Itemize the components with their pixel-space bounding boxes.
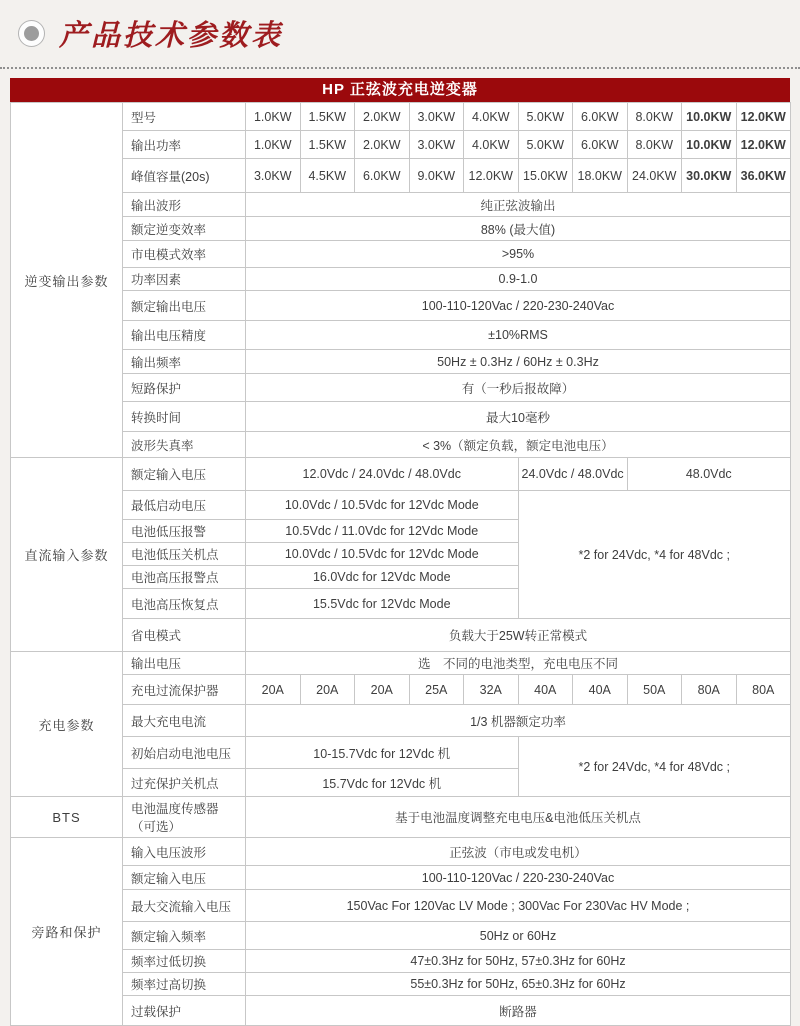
row-label: 过充保护关机点 bbox=[123, 769, 246, 797]
spec-cell: 40A bbox=[573, 675, 628, 705]
row-label: 额定输入电压 bbox=[123, 458, 246, 491]
table-row bbox=[11, 973, 791, 996]
row-label: 额定输入电压 bbox=[123, 866, 246, 890]
table-row bbox=[11, 922, 791, 950]
spec-cell: 12.0KW bbox=[464, 159, 519, 193]
row-label: 最大交流输入电压 bbox=[123, 890, 246, 922]
table-row bbox=[11, 432, 791, 458]
spec-cell: 18.0KW bbox=[573, 159, 628, 193]
spec-value: 55±0.3Hz for 50Hz, 65±0.3Hz for 60Hz bbox=[246, 973, 791, 996]
model-cell: 1.0KW bbox=[246, 103, 301, 131]
spec-value: 48.0Vdc bbox=[627, 458, 791, 491]
row-label: 频率过高切换 bbox=[123, 973, 246, 996]
table-row bbox=[11, 652, 791, 675]
table-row bbox=[11, 890, 791, 922]
spec-cell: 8.0KW bbox=[627, 131, 682, 159]
model-cell: 4.0KW bbox=[464, 103, 519, 131]
row-label: 过载保护 bbox=[123, 996, 246, 1026]
table-row bbox=[11, 217, 791, 241]
row-label: 电池高压报警点 bbox=[123, 566, 246, 589]
row-label: 电池低压关机点 bbox=[123, 543, 246, 566]
row-label: 峰值容量(20s) bbox=[123, 159, 246, 193]
note-cell: *2 for 24Vdc, *4 for 48Vdc ; bbox=[518, 737, 791, 797]
row-label: 最低启动电压 bbox=[123, 491, 246, 520]
spec-cell: 20A bbox=[355, 675, 410, 705]
row-label: 频率过低切换 bbox=[123, 950, 246, 973]
table-row bbox=[11, 950, 791, 973]
spec-cell: 12.0KW bbox=[736, 131, 791, 159]
spec-value: 基于电池温度调整充电电压&电池低压关机点 bbox=[246, 797, 791, 838]
model-cell: 12.0KW bbox=[736, 103, 791, 131]
table-row bbox=[11, 996, 791, 1026]
table-row bbox=[11, 458, 791, 491]
model-cell: 8.0KW bbox=[627, 103, 682, 131]
table-row bbox=[11, 103, 791, 131]
spec-cell: 3.0KW bbox=[246, 159, 301, 193]
table-row bbox=[11, 491, 791, 520]
group-cell-dc-input: 直流输入参数 bbox=[11, 458, 123, 652]
spec-value: 纯正弦波输出 bbox=[246, 193, 791, 217]
model-cell: 1.5KW bbox=[300, 103, 355, 131]
spec-value: 负载大于25W转正常模式 bbox=[246, 619, 791, 652]
row-label: 省电模式 bbox=[123, 619, 246, 652]
table-row bbox=[11, 797, 791, 838]
model-cell: 6.0KW bbox=[573, 103, 628, 131]
table-row bbox=[11, 619, 791, 652]
row-label: 额定输入频率 bbox=[123, 922, 246, 950]
model-cell: 2.0KW bbox=[355, 103, 410, 131]
table-row bbox=[11, 241, 791, 268]
spec-cell: 9.0KW bbox=[409, 159, 464, 193]
spec-cell: 32A bbox=[464, 675, 519, 705]
spec-value: 断路器 bbox=[246, 996, 791, 1026]
table-row bbox=[11, 866, 791, 890]
row-label: 额定逆变效率 bbox=[123, 217, 246, 241]
spec-value: ±10%RMS bbox=[246, 321, 791, 350]
row-label: 输出功率 bbox=[123, 131, 246, 159]
spec-cell: 4.5KW bbox=[300, 159, 355, 193]
spec-value: 15.7Vdc for 12Vdc 机 bbox=[246, 769, 519, 797]
spec-cell: 20A bbox=[246, 675, 301, 705]
spec-cell: 80A bbox=[682, 675, 737, 705]
spec-value: 15.5Vdc for 12Vdc Mode bbox=[246, 589, 519, 619]
table-row bbox=[11, 675, 791, 705]
group-cell-charge: 充电参数 bbox=[11, 652, 123, 797]
group-cell-bts: BTS bbox=[11, 797, 123, 838]
spec-value: 10.5Vdc / 11.0Vdc for 12Vdc Mode bbox=[246, 520, 519, 543]
group-cell-bypass: 旁路和保护 bbox=[11, 838, 123, 1026]
row-label: 额定输出电压 bbox=[123, 291, 246, 321]
spec-cell: 4.0KW bbox=[464, 131, 519, 159]
row-label: 型号 bbox=[123, 103, 246, 131]
spec-cell: 30.0KW bbox=[682, 159, 737, 193]
row-label: 输出频率 bbox=[123, 350, 246, 374]
row-label: 功率因素 bbox=[123, 268, 246, 291]
model-cell: 10.0KW bbox=[682, 103, 737, 131]
row-label: 输出波形 bbox=[123, 193, 246, 217]
table-row bbox=[11, 737, 791, 769]
spec-cell: 3.0KW bbox=[409, 131, 464, 159]
model-cell: 3.0KW bbox=[409, 103, 464, 131]
spec-value: 10-15.7Vdc for 12Vdc 机 bbox=[246, 737, 519, 769]
spec-cell: 5.0KW bbox=[518, 131, 573, 159]
spec-value: 1/3 机器额定功率 bbox=[246, 705, 791, 737]
row-label: 波形失真率 bbox=[123, 432, 246, 458]
table-row bbox=[11, 268, 791, 291]
table-row bbox=[11, 193, 791, 217]
bullet-icon bbox=[18, 20, 45, 47]
bts-label-line1: 电池温度传感器 bbox=[131, 802, 219, 816]
spec-cell: 15.0KW bbox=[518, 159, 573, 193]
spec-value: 正弦波（市电或发电机） bbox=[246, 838, 791, 866]
table-row bbox=[11, 321, 791, 350]
spec-cell: 2.0KW bbox=[355, 131, 410, 159]
spec-value: 选 不同的电池类型，充电电压不同 bbox=[246, 652, 791, 675]
spec-cell: 24.0KW bbox=[627, 159, 682, 193]
row-label: 短路保护 bbox=[123, 374, 246, 402]
spec-cell: 6.0KW bbox=[355, 159, 410, 193]
spec-value: 10.0Vdc / 10.5Vdc for 12Vdc Mode bbox=[246, 543, 519, 566]
table-row bbox=[11, 705, 791, 737]
spec-value: < 3%（额定负载，额定电池电压） bbox=[246, 432, 791, 458]
row-label bbox=[123, 797, 246, 838]
spec-value: 50Hz or 60Hz bbox=[246, 922, 791, 950]
note-cell: *2 for 24Vdc, *4 for 48Vdc ; bbox=[518, 491, 791, 619]
spec-cell: 1.0KW bbox=[246, 131, 301, 159]
spec-value: 24.0Vdc / 48.0Vdc bbox=[518, 458, 627, 491]
spec-value: 10.0Vdc / 10.5Vdc for 12Vdc Mode bbox=[246, 491, 519, 520]
table-title: HP 正弦波充电逆变器 bbox=[10, 78, 790, 102]
spec-value: 88% (最大值) bbox=[246, 217, 791, 241]
row-label: 市电模式效率 bbox=[123, 241, 246, 268]
spec-table bbox=[10, 102, 791, 1026]
row-label: 初始启动电池电压 bbox=[123, 737, 246, 769]
page-title: 产品技术参数表 bbox=[59, 20, 284, 52]
row-label: 转换时间 bbox=[123, 402, 246, 432]
spec-value: 最大10毫秒 bbox=[246, 402, 791, 432]
spec-cell: 50A bbox=[627, 675, 682, 705]
page-header bbox=[0, 0, 800, 56]
spec-cell: 40A bbox=[518, 675, 573, 705]
spec-value: 100-110-120Vac / 220-230-240Vac bbox=[246, 291, 791, 321]
spec-value: 12.0Vdc / 24.0Vdc / 48.0Vdc bbox=[246, 458, 519, 491]
group-cell-inverter-output: 逆变输出参数 bbox=[11, 103, 123, 458]
row-label: 电池高压恢复点 bbox=[123, 589, 246, 619]
spec-value: 0.9-1.0 bbox=[246, 268, 791, 291]
spec-value: >95% bbox=[246, 241, 791, 268]
bts-label-line2: （可选） bbox=[131, 820, 182, 834]
spec-table-container bbox=[10, 78, 790, 1026]
spec-cell: 10.0KW bbox=[682, 131, 737, 159]
spec-cell: 6.0KW bbox=[573, 131, 628, 159]
spec-cell: 1.5KW bbox=[300, 131, 355, 159]
table-row bbox=[11, 291, 791, 321]
table-row bbox=[11, 131, 791, 159]
spec-value: 有（一秒后报故障） bbox=[246, 374, 791, 402]
row-label: 充电过流保护器 bbox=[123, 675, 246, 705]
spec-value: 50Hz ± 0.3Hz / 60Hz ± 0.3Hz bbox=[246, 350, 791, 374]
row-label: 最大充电电流 bbox=[123, 705, 246, 737]
table-row bbox=[11, 350, 791, 374]
model-cell: 5.0KW bbox=[518, 103, 573, 131]
row-label: 电池低压报警 bbox=[123, 520, 246, 543]
dotted-divider bbox=[0, 67, 800, 69]
spec-value: 100-110-120Vac / 220-230-240Vac bbox=[246, 866, 791, 890]
row-label: 输出电压精度 bbox=[123, 321, 246, 350]
spec-cell: 25A bbox=[409, 675, 464, 705]
spec-value: 150Vac For 120Vac LV Mode ; 300Vac For 230Vac HV Mode ; bbox=[246, 890, 791, 922]
spec-cell: 20A bbox=[300, 675, 355, 705]
table-row bbox=[11, 374, 791, 402]
spec-value: 16.0Vdc for 12Vdc Mode bbox=[246, 566, 519, 589]
table-row bbox=[11, 159, 791, 193]
row-label: 输出电压 bbox=[123, 652, 246, 675]
table-row bbox=[11, 402, 791, 432]
row-label: 输入电压波形 bbox=[123, 838, 246, 866]
spec-cell: 36.0KW bbox=[736, 159, 791, 193]
table-row bbox=[11, 838, 791, 866]
spec-value: 47±0.3Hz for 50Hz, 57±0.3Hz for 60Hz bbox=[246, 950, 791, 973]
spec-cell: 80A bbox=[736, 675, 791, 705]
